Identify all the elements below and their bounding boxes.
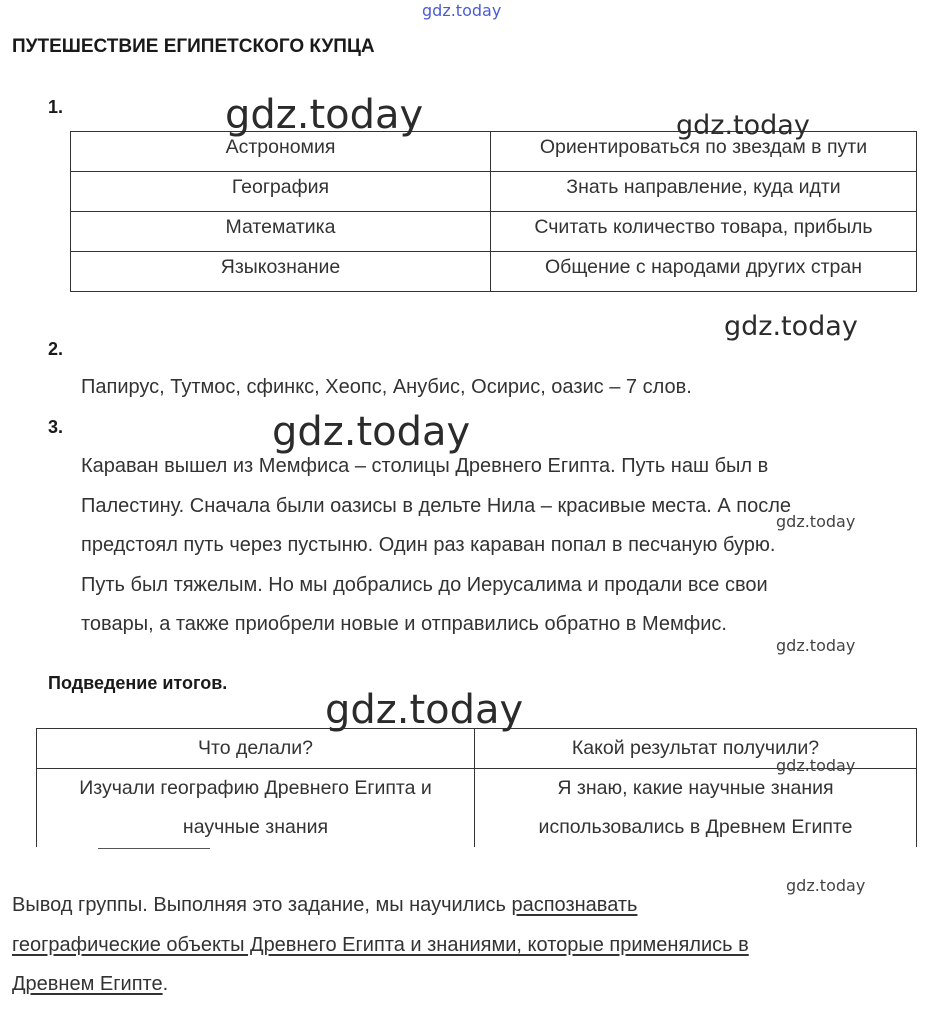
page-title: ПУТЕШЕСТВИЕ ЕГИПЕТСКОГО КУПЦА bbox=[12, 36, 375, 57]
watermark: gdz.today bbox=[724, 311, 858, 342]
what-line: Изучали географию Древнего Египта и bbox=[79, 777, 432, 799]
conclusion bbox=[12, 886, 912, 1005]
watermark: gdz.today bbox=[325, 687, 524, 733]
table-row bbox=[71, 212, 917, 252]
summary-heading: Подведение итогов. bbox=[48, 673, 228, 693]
conclusion-line-2 bbox=[12, 926, 912, 966]
task3-story bbox=[81, 447, 921, 645]
conclusion-underlined-2: географические объекты Древнего Египта и знаниями, которые применялись в bbox=[12, 933, 749, 956]
watermark-top: gdz.today bbox=[422, 1, 502, 20]
science-cell: Астрономия bbox=[71, 132, 491, 172]
scan-line-fragment bbox=[98, 848, 210, 849]
table-row bbox=[71, 252, 917, 292]
task3-number: 3. bbox=[48, 417, 64, 437]
watermark: gdz.today bbox=[776, 756, 856, 775]
story-line: товары, а также приобрели новые и отправились обратно в Мемфис. bbox=[81, 613, 727, 635]
watermark: gdz.today bbox=[776, 512, 856, 531]
header-cell-result: Какой результат получили? bbox=[475, 729, 917, 769]
science-cell: Математика bbox=[71, 212, 491, 252]
what-line: научные знания bbox=[182, 816, 329, 838]
science-cell: Языкознание bbox=[71, 252, 491, 292]
use-cell: Знать направление, куда идти bbox=[491, 172, 917, 212]
task1-number: 1. bbox=[48, 97, 64, 117]
conclusion-line-1 bbox=[12, 886, 912, 926]
use-cell: Ориентироваться по звездам в пути bbox=[491, 132, 917, 172]
summary-table bbox=[36, 728, 917, 847]
task2-number: 2. bbox=[48, 339, 64, 359]
conclusion-underlined-3: Древнем Египте bbox=[12, 973, 163, 995]
sciences-table bbox=[70, 131, 917, 292]
result-line: Я знаю, какие научные знания bbox=[557, 777, 834, 799]
conclusion-prefix: Вывод группы. Выполняя это задание, мы научились bbox=[12, 894, 512, 916]
watermark: gdz.today bbox=[272, 409, 471, 455]
result-line: использовались в Древнем Египте bbox=[538, 816, 853, 838]
result-cell bbox=[475, 769, 917, 848]
table-row bbox=[71, 172, 917, 212]
header-cell-what: Что делали? bbox=[37, 729, 475, 769]
watermark: gdz.today bbox=[776, 636, 856, 655]
watermark: gdz.today bbox=[786, 876, 866, 895]
story-line: Путь был тяжелым. Но мы добрались до Иерусалима и продали все свои bbox=[81, 573, 768, 596]
watermark: gdz.today bbox=[676, 110, 810, 141]
story-line: Караван вышел из Мемфиса – столицы Древнего Египта. Путь наш был в bbox=[81, 455, 769, 477]
watermark: gdz.today bbox=[225, 92, 424, 138]
table-row bbox=[37, 769, 917, 848]
conclusion-line-3 bbox=[12, 965, 912, 1005]
what-cell bbox=[37, 769, 475, 848]
story-line: Палестину. Сначала были оазисы в дельте Нила – красивые места. А после bbox=[81, 494, 791, 517]
use-cell: Считать количество товара, прибыль bbox=[491, 212, 917, 252]
conclusion-underlined-1: распознавать bbox=[511, 894, 638, 916]
task2-text: Папирус, Тутмос, сфинкс, Хеопс, Анубис, Осирис, оазис – 7 слов. bbox=[81, 376, 692, 398]
use-cell: Общение с народами других стран bbox=[491, 252, 917, 292]
conclusion-suffix: . bbox=[162, 973, 169, 995]
story-line: предстоял путь через пустыню. Один раз караван попал в песчаную бурю. bbox=[81, 534, 776, 556]
science-cell: География bbox=[71, 172, 491, 212]
